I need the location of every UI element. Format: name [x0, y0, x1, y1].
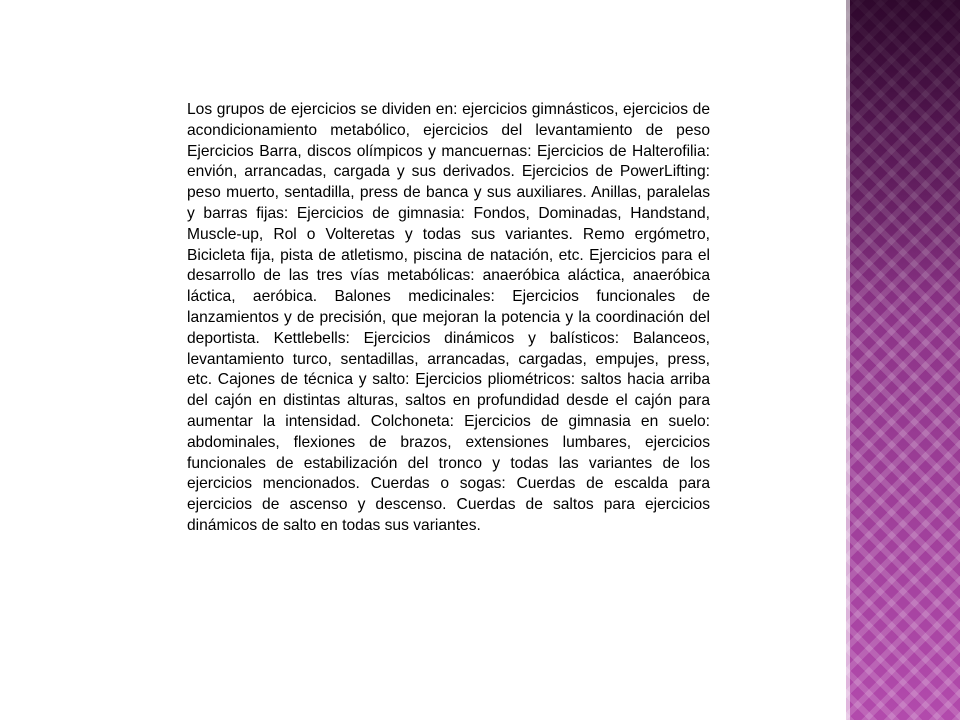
slide-body-text: Los grupos de ejercicios se dividen en: ejercicios gimnásticos, ejercicios de acondicionamiento metabólico, ejercicios del levantamiento de peso Ejercicios Barra, discos olímpicos y mancuernas: Ejercicios de Halterofilia: envión, arrancadas, cargada y sus derivados. Ejercicios de PowerLifting: peso muerto, sentadilla, press de banca y sus auxiliares. Anillas, paralelas y barras fijas: Ejercicios de gimnasia: Fondos, Dominadas, Handstand, Muscle-up, Rol o Volteretas y todas sus variantes. Remo ergómetro, Bicicleta fija, pista de atletismo, piscina de natación, etc. Ejercicios para el desarrollo de las tres vías metabólicas: anaeróbica aláctica, anaeróbica láctica, aeróbica. Balones medicinales: Ejercicios funcionales de lanzamientos y de precisión, que mejoran la potencia y la coordinación del deportista. Kettlebells: Ejercicios dinámicos y balísticos: Balanceos, levantamiento turco, sentadillas, arrancadas, cargadas, empujes, press, etc. Cajones de técnica y salto: Ejercicios pliométricos: saltos hacia arriba del cajón en distintas alturas, saltos en profundidad desde el cajón para aumentar la intensidad. Colchoneta: Ejercicios de gimnasia en suelo: abdominales, flexiones de brazos, extensiones lumbares, ejercicios funcionales de estabilización del tronco y todas las variantes de los ejercicios mencionados. Cuerdas o sogas: Cuerdas de escalda para ejercicios de ascenso y descenso. Cuerdas de saltos para ejercicios dinámicos de salto en todas sus variantes.	[187, 101, 710, 534]
decorative-side-band	[846, 0, 960, 720]
side-band-edge	[846, 0, 850, 720]
